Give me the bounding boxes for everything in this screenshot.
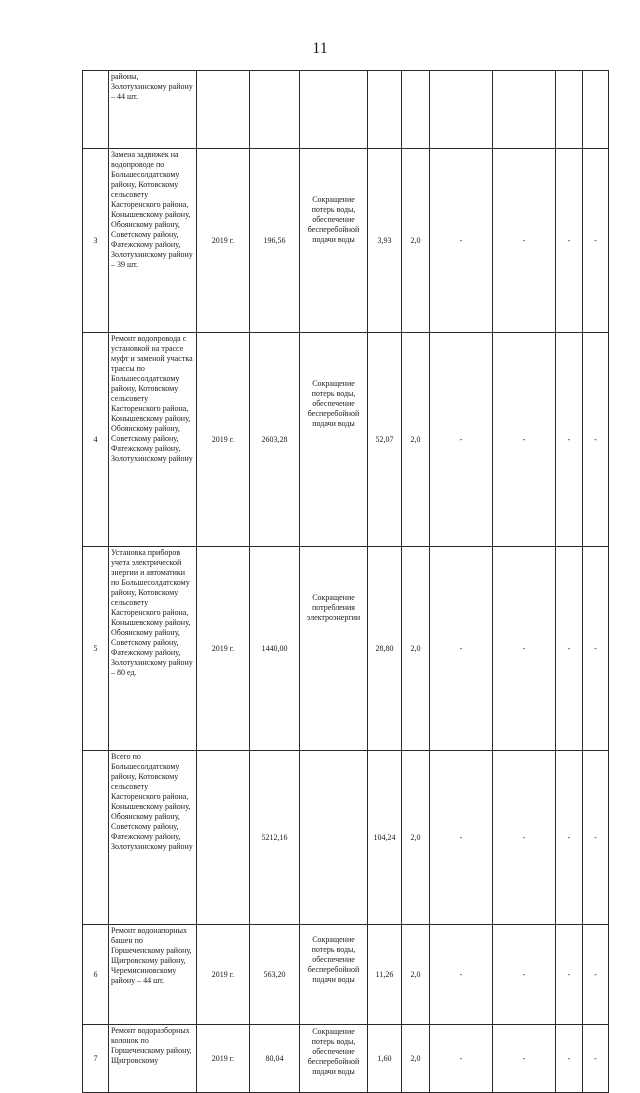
dash-cell: -: [556, 333, 583, 547]
effect-cell: [300, 751, 368, 925]
payback-cell: 2,0: [402, 751, 430, 925]
description-cell: Установка приборов учета электрической энергии и автоматики по Большесолдатскому району, Котовскому сельсовету Касторенского района, Конышевскому району, Обоянскому району, Советскому району, Фатежскому району, Золотухинскому району – 80 ед.: [109, 547, 197, 751]
row-number-cell: 4: [83, 333, 109, 547]
dash-cell: [556, 71, 583, 149]
measures-table: [82, 70, 609, 1093]
value-cell: [368, 71, 402, 149]
page-number: 11: [312, 40, 328, 57]
payback-cell: 2,0: [402, 1025, 430, 1093]
cost-cell: [250, 71, 300, 149]
dash-cell: -: [583, 547, 609, 751]
description-cell: районы, Золотухинскому району – 44 шт.: [109, 71, 197, 149]
table-row: [83, 149, 609, 333]
table-row: [83, 547, 609, 751]
dash-cell: -: [430, 751, 493, 925]
dash-cell: -: [583, 1025, 609, 1093]
dash-cell: -: [430, 547, 493, 751]
row-number-cell: 3: [83, 149, 109, 333]
effect-cell: Сокращение потерь воды, обеспечение бесперебойной подачи воды: [300, 149, 368, 333]
row-number-cell: 7: [83, 1025, 109, 1093]
dash-cell: -: [493, 751, 556, 925]
year-cell: 2019 г.: [197, 1025, 250, 1093]
dash-cell: -: [493, 925, 556, 1025]
dash-cell: [583, 71, 609, 149]
year-cell: 2019 г.: [197, 149, 250, 333]
description-cell: Замена задвижек на водопроводе по Большесолдатскому району, Котовскому сельсовету Касторенского района, Конышевскому району, Обоянскому району, Советскому району, Фатежскому району, Золотухинскому району – 39 шт.: [109, 149, 197, 333]
year-cell: [197, 751, 250, 925]
cost-cell: 80,04: [250, 1025, 300, 1093]
effect-cell: [300, 71, 368, 149]
table-row: [83, 71, 609, 149]
dash-cell: -: [493, 547, 556, 751]
value-cell: 3,93: [368, 149, 402, 333]
payback-cell: [402, 71, 430, 149]
row-number-cell: 6: [83, 925, 109, 1025]
dash-cell: -: [493, 333, 556, 547]
cost-cell: 1440,00: [250, 547, 300, 751]
row-number-cell: 5: [83, 547, 109, 751]
dash-cell: -: [493, 1025, 556, 1093]
dash-cell: -: [430, 149, 493, 333]
dash-cell: -: [493, 149, 556, 333]
effect-cell: Сокращение потерь воды, обеспечение бесперебойной подачи воды: [300, 333, 368, 547]
dash-cell: -: [556, 751, 583, 925]
dash-cell: -: [583, 925, 609, 1025]
dash-cell: -: [556, 1025, 583, 1093]
dash-cell: -: [583, 333, 609, 547]
dash-cell: -: [556, 925, 583, 1025]
description-cell: Ремонт водоразборных колонок по Горшеченскому району, Щигровскому: [109, 1025, 197, 1093]
dash-cell: -: [556, 149, 583, 333]
row-number-cell: [83, 71, 109, 149]
dash-cell: -: [583, 149, 609, 333]
effect-cell: Сокращение потерь воды, обеспечение бесперебойной подачи воды: [300, 1025, 368, 1093]
value-cell: 28,80: [368, 547, 402, 751]
dash-cell: -: [430, 1025, 493, 1093]
year-cell: 2019 г.: [197, 925, 250, 1025]
description-cell: Ремонт водонапорных башен по Горшеченскому району, Щигровскому району, Черемисиновскому району – 44 шт.: [109, 925, 197, 1025]
payback-cell: 2,0: [402, 333, 430, 547]
dash-cell: [493, 71, 556, 149]
cost-cell: 2603,28: [250, 333, 300, 547]
dash-cell: -: [556, 547, 583, 751]
payback-cell: 2,0: [402, 925, 430, 1025]
effect-cell: Сокращение потерь воды, обеспечение бесперебойной подачи воды: [300, 925, 368, 1025]
table-row: [83, 1025, 609, 1093]
value-cell: 1,60: [368, 1025, 402, 1093]
dash-cell: -: [430, 925, 493, 1025]
dash-cell: -: [430, 333, 493, 547]
payback-cell: 2,0: [402, 149, 430, 333]
cost-cell: 563,20: [250, 925, 300, 1025]
dash-cell: [430, 71, 493, 149]
value-cell: 52,07: [368, 333, 402, 547]
year-cell: 2019 г.: [197, 333, 250, 547]
description-cell: Ремонт водопровода с установкой на трассе муфт и заменой участка трассы по Большесолдатскому району, Котовскому сельсовету Касторенского района, Конышевскому району, Обоянскому району, Советскому району, Фатежскому району, Золотухинскому району: [109, 333, 197, 547]
table-row: [83, 925, 609, 1025]
year-cell: 2019 г.: [197, 547, 250, 751]
cost-cell: 5212,16: [250, 751, 300, 925]
year-cell: [197, 71, 250, 149]
row-number-cell: [83, 751, 109, 925]
table-row: [83, 333, 609, 547]
payback-cell: 2,0: [402, 547, 430, 751]
cost-cell: 196,56: [250, 149, 300, 333]
description-cell: Всего по Большесолдатскому району, Котовскому сельсовету Касторенского района, Конышевскому району, Обоянскому району, Советскому району, Фатежскому району, Золотухинскому району: [109, 751, 197, 925]
table-row: [83, 751, 609, 925]
effect-cell: Сокращение потребления электроэнергии: [300, 547, 368, 751]
dash-cell: -: [583, 751, 609, 925]
value-cell: 11,26: [368, 925, 402, 1025]
value-cell: 104,24: [368, 751, 402, 925]
